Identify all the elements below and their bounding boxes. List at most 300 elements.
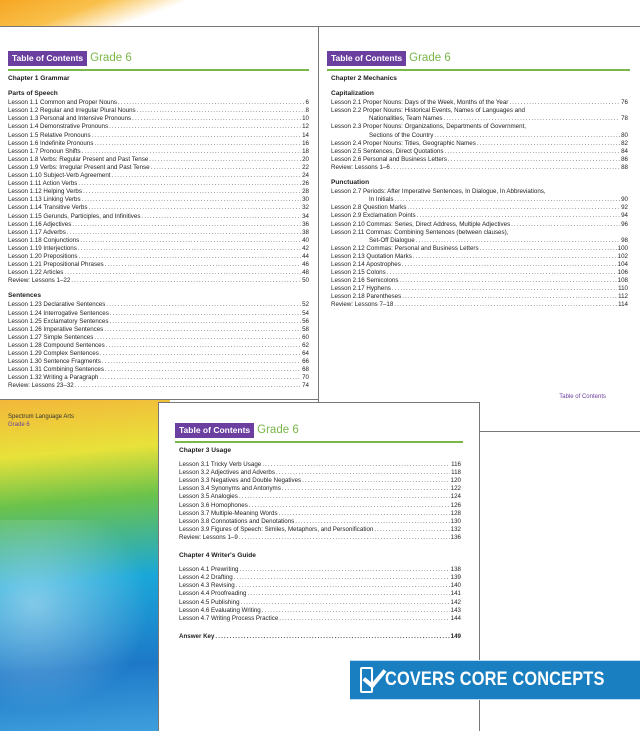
dot-leader <box>249 502 450 510</box>
toc-entry <box>8 358 309 366</box>
toc-entry <box>179 566 461 574</box>
toc-entry <box>179 485 461 493</box>
entry-title: Lesson 3.3 Negatives and Double Negatives <box>179 477 302 485</box>
dot-leader <box>236 582 450 590</box>
toc-entry <box>179 615 461 623</box>
section-title: Punctuation <box>331 179 370 187</box>
page-footer <box>8 413 74 439</box>
toc-entry <box>331 212 628 220</box>
toc-entry <box>8 115 309 123</box>
entry-title: Lesson 1.13 Linking Verbs <box>8 196 81 204</box>
entry-title: Lesson 1.26 Imperative Sentences <box>8 325 104 333</box>
page-number: 18 <box>302 147 309 155</box>
dot-leader <box>279 615 449 623</box>
covers-core-concepts-banner <box>350 660 640 700</box>
page-number: 32 <box>302 204 309 212</box>
entry-title: Lesson 1.29 Complex Sentences <box>8 350 99 357</box>
dot-leader <box>444 148 620 156</box>
entry-title: Lesson 1.31 Combining Sentences <box>8 366 104 374</box>
dot-leader <box>247 590 449 598</box>
toc-entry <box>8 123 309 131</box>
dot-leader <box>509 99 620 107</box>
section-title: Chapter 3 Usage <box>179 447 232 454</box>
section-title: Sentences <box>8 292 41 300</box>
entry-title: Lesson 1.23 Declarative Sentences <box>8 301 106 309</box>
toc-entry <box>8 342 309 350</box>
entry-title: Lesson 2.4 Proper Nouns: Titles, Geographic Names <box>331 139 476 147</box>
page-number: 48 <box>302 269 309 277</box>
toc-entry <box>8 237 309 245</box>
toc-entry <box>8 164 309 172</box>
toc-entry <box>8 318 309 326</box>
page-number: 50 <box>302 277 309 285</box>
page-number: 38 <box>302 228 309 236</box>
page-number: 108 <box>617 277 628 285</box>
page-header <box>175 423 463 443</box>
dot-leader <box>82 148 302 156</box>
dot-leader <box>99 374 301 382</box>
dot-leader <box>109 123 301 131</box>
page-number: 84 <box>621 147 628 155</box>
page-number: 44 <box>302 252 309 260</box>
dot-leader <box>443 115 620 123</box>
page-number: 46 <box>302 261 309 269</box>
toc-entry <box>8 107 309 115</box>
entry-title: Lesson 1.17 Adverbs <box>8 228 66 236</box>
entry-title: Lesson 1.28 Compound Sentences <box>8 341 105 349</box>
page-number: 24 <box>302 172 309 180</box>
entry-title: Lesson 1.22 Articles <box>8 269 64 277</box>
dot-leader <box>88 204 301 212</box>
dot-leader <box>118 99 305 107</box>
page-number: 110 <box>618 285 628 293</box>
dot-leader <box>374 526 449 534</box>
checkbox-icon <box>360 667 373 693</box>
page-number: 70 <box>302 374 309 382</box>
page-number: 60 <box>302 333 309 341</box>
page-number: 112 <box>618 293 628 301</box>
toc-entry <box>8 99 309 107</box>
page-number: 6 <box>305 99 309 107</box>
page-number: 36 <box>302 220 309 228</box>
entry-title: Review: Lessons 1–6 <box>331 163 390 171</box>
entry-title: Lesson 2.18 Parentheses <box>331 293 402 301</box>
dot-leader <box>141 213 301 221</box>
page-number: 130 <box>450 517 461 525</box>
entry-title: Lesson 1.25 Exclamatory Sentences <box>8 317 109 325</box>
dot-leader <box>102 358 301 366</box>
dot-leader <box>240 566 450 574</box>
entry-title: Lesson 2.14 Apostrophes <box>331 260 401 268</box>
toc-entry <box>8 301 309 309</box>
entry-title: Lesson 2.5 Sentences, Direct Quotations <box>331 147 444 155</box>
toc-entry <box>331 107 628 115</box>
toc-entry <box>331 140 628 148</box>
toc-entry <box>8 277 309 285</box>
toc-list <box>8 75 309 390</box>
page-number: 76 <box>621 99 628 107</box>
dot-leader <box>480 245 617 253</box>
banner-text: COVERS CORE CONCEPTS <box>384 669 605 690</box>
dot-leader <box>295 518 449 526</box>
dot-leader <box>402 261 617 269</box>
dot-leader <box>262 461 450 469</box>
toc-entry <box>179 469 461 477</box>
dot-leader <box>387 269 617 277</box>
entry-title: Lesson 2.2 Proper Nouns: Historical Events, Names of Languages and <box>331 107 525 115</box>
toc-entry <box>8 156 309 164</box>
page-number: 86 <box>621 155 628 163</box>
entry-title: Lesson 1.18 Conjunctions <box>8 236 80 244</box>
toc-entry <box>8 148 309 156</box>
page-number: 126 <box>450 501 461 509</box>
toc-entry <box>331 269 628 277</box>
page-number: 120 <box>450 477 461 485</box>
entry-title: Lesson 3.5 Analogies <box>179 493 238 501</box>
toc-list <box>331 75 628 310</box>
entry-title: Lesson 2.13 Quotation Marks <box>331 252 412 260</box>
toc-entry <box>8 253 309 261</box>
page-number: 16 <box>302 139 309 147</box>
dot-leader <box>92 132 302 140</box>
dot-leader <box>132 115 301 123</box>
toc-entry <box>331 221 628 229</box>
page-mechanics <box>318 26 640 432</box>
page-number: 122 <box>450 485 461 493</box>
page-number: 141 <box>450 590 461 598</box>
dot-leader <box>234 574 450 582</box>
entry-title: Lesson 3.8 Connotations and Denotations <box>179 517 295 525</box>
toc-entry <box>331 156 628 164</box>
page-number: 74 <box>302 382 309 390</box>
toc-entry <box>331 148 628 156</box>
toc-entry <box>331 229 628 237</box>
page-number: 28 <box>302 188 309 196</box>
entry-title: Lesson 1.11 Action Verbs <box>8 180 78 188</box>
entry-title: Lesson 4.3 Revising <box>179 582 235 590</box>
toc-entry <box>331 115 628 123</box>
toc-entry <box>8 366 309 374</box>
dot-leader <box>105 366 301 374</box>
toc-entry <box>331 123 628 131</box>
page-number: 138 <box>450 566 461 574</box>
page-number: 68 <box>302 366 309 374</box>
dot-leader <box>94 140 301 148</box>
dot-leader <box>75 382 301 390</box>
dot-leader <box>94 334 301 342</box>
page-number: 124 <box>450 493 461 501</box>
toc-entry <box>8 204 309 212</box>
toc-entry <box>331 196 628 204</box>
page-number: 114 <box>618 301 628 309</box>
page-number: 10 <box>302 115 309 123</box>
entry-title: Lesson 1.21 Prepositional Phrases <box>8 261 104 269</box>
page-number: 90 <box>621 196 628 204</box>
toc-entry <box>179 518 461 526</box>
page-number: 118 <box>451 469 461 477</box>
dot-leader <box>394 196 620 204</box>
entry-title: Review: Lessons 7–18 <box>331 301 394 309</box>
entry-title: Lesson 3.7 Multiple-Meaning Words <box>179 509 278 517</box>
dot-leader <box>477 140 620 148</box>
page-number: 140 <box>450 582 461 590</box>
toc-entry <box>331 132 628 140</box>
entry-title: Lesson 3.9 Figures of Speech: Similes, Metaphors, and Personification <box>179 525 374 533</box>
grade-label: Grade 6 <box>409 52 451 64</box>
toc-entry <box>8 140 309 148</box>
toc-entry <box>8 374 309 382</box>
toc-entry <box>8 196 309 204</box>
dot-leader <box>110 310 301 318</box>
entry-title: Lesson 1.9 Verbs: Irregular Present and Past Tense <box>8 163 150 171</box>
page-number: 96 <box>621 220 628 228</box>
dot-leader <box>64 269 301 277</box>
page-number: 104 <box>617 260 628 268</box>
page-number: 8 <box>305 107 309 115</box>
toc-entry <box>179 510 461 518</box>
entry-title: Lesson 1.2 Regular and Irregular Plural Nouns <box>8 107 136 115</box>
page-number: 102 <box>617 252 628 260</box>
dot-leader <box>67 229 301 237</box>
entry-title: Lesson 2.9 Exclamation Points <box>331 212 416 220</box>
dot-leader <box>137 107 305 115</box>
toc-entry <box>8 180 309 188</box>
toc-entry <box>331 261 628 269</box>
entry-title: Lesson 4.4 Proofreading <box>179 590 247 598</box>
entry-title: Lesson 1.12 Helping Verbs <box>8 188 82 196</box>
dot-leader <box>262 607 450 615</box>
grade-label: Grade 6 <box>257 424 299 436</box>
page-number: 20 <box>302 155 309 163</box>
toc-entry <box>8 261 309 269</box>
entry-title: Lesson 3.6 Homophones <box>179 501 248 509</box>
entry-title: Lesson 1.15 Gerunds, Participles, and Infinitives <box>8 212 141 220</box>
entry-title: Lesson 1.3 Personal and Intensive Pronouns <box>8 115 132 123</box>
page-number: 92 <box>621 204 628 212</box>
toc-entry <box>331 277 628 285</box>
answer-key-entry <box>179 633 461 641</box>
toc-entry <box>8 326 309 334</box>
page-header <box>327 51 630 71</box>
toc-entry <box>179 534 461 542</box>
dot-leader <box>399 277 616 285</box>
dot-leader <box>109 318 301 326</box>
page-number: 30 <box>302 196 309 204</box>
entry-title: Sections of the Country <box>369 131 434 139</box>
entry-title: Lesson 3.4 Synonyms and Antonyms <box>179 485 281 493</box>
page-number: 100 <box>617 244 628 252</box>
toc-entry <box>179 526 461 534</box>
entry-title: Lesson 2.11 Commas: Combining Sentences (between clauses), <box>331 228 509 236</box>
dot-leader <box>282 485 450 493</box>
entry-title: Lesson 2.12 Commas: Personal and Business Letters <box>331 244 479 252</box>
dot-leader <box>71 277 301 285</box>
dot-leader <box>149 156 301 164</box>
entry-title: Lesson 1.30 Sentence Fragments <box>8 358 101 366</box>
dot-leader <box>78 253 301 261</box>
dot-leader <box>279 510 450 518</box>
dot-leader <box>413 253 617 261</box>
page-number: 14 <box>302 131 309 139</box>
entry-title: Nationalities, Team Names <box>369 115 443 123</box>
page-number: 42 <box>302 244 309 252</box>
toc-entry <box>331 293 628 301</box>
page-number: 116 <box>451 461 461 469</box>
toc-entry <box>331 285 628 293</box>
grade-label: Grade 6 <box>90 52 132 64</box>
entry-title: Lesson 1.16 Adjectives <box>8 220 72 228</box>
page-number: 62 <box>302 341 309 349</box>
toc-entry <box>8 229 309 237</box>
page-number: 143 <box>450 606 461 614</box>
entry-title: Lesson 1.7 Pronoun Shifts <box>8 147 81 155</box>
page-number: 98 <box>621 236 628 244</box>
page-number: 34 <box>302 212 309 220</box>
entry-title: Lesson 4.2 Drafting <box>179 574 233 582</box>
toc-entry <box>331 99 628 107</box>
dot-leader <box>82 196 302 204</box>
toc-entry <box>331 245 628 253</box>
entry-title: Lesson 1.24 Interrogative Sentences <box>8 309 109 317</box>
entry-title: Lesson 4.7 Writing Process Practice <box>179 614 279 622</box>
toc-entry <box>179 477 461 485</box>
entry-title: Lesson 3.1 Tricky Verb Usage <box>179 461 262 469</box>
page-grammar <box>0 26 320 428</box>
page-number: 56 <box>302 317 309 325</box>
entry-title: Lesson 2.6 Personal and Business Letters <box>331 155 447 163</box>
dot-leader <box>106 301 301 309</box>
dot-leader <box>239 493 450 501</box>
page-number: 139 <box>450 574 461 582</box>
dot-leader <box>391 164 620 172</box>
entry-title: Lesson 1.14 Transitive Verbs <box>8 204 88 212</box>
entry-title: Lesson 2.8 Question Marks <box>331 204 407 212</box>
dot-leader <box>394 301 617 309</box>
toc-entry <box>331 188 628 196</box>
entry-title: Lesson 1.32 Writing a Paragraph <box>8 374 99 382</box>
toc-entry <box>179 502 461 510</box>
page-number: 136 <box>450 533 461 541</box>
entry-title: Lesson 1.19 Interjections <box>8 244 77 252</box>
entry-title: Lesson 1.1 Common and Proper Nouns <box>8 99 118 107</box>
toc-entry <box>179 582 461 590</box>
toc-entry <box>331 237 628 245</box>
page-number: 40 <box>302 236 309 244</box>
entry-title: Lesson 2.16 Semicolons <box>331 277 399 285</box>
toc-entry <box>331 301 628 309</box>
entry-title: Set-Off Dialogue <box>369 236 415 244</box>
entry-title: Lesson 1.4 Demonstrative Pronouns <box>8 123 109 131</box>
chapter-title: Chapter 1 Grammar <box>8 75 70 82</box>
dot-leader <box>511 221 620 229</box>
dot-leader <box>100 350 301 358</box>
page-number: 54 <box>302 309 309 317</box>
entry-title: Lesson 3.2 Adjectives and Adverbs <box>179 469 275 477</box>
toc-tag: Table of Contents <box>8 51 87 66</box>
page-number: 128 <box>450 509 461 517</box>
dot-leader <box>215 633 449 641</box>
entry-title: Lesson 1.8 Verbs: Regular Present and Past Tense <box>8 155 149 163</box>
entry-title: Review: Lessons 1–22 <box>8 277 71 285</box>
dot-leader <box>302 477 450 485</box>
page-number: 12 <box>302 123 309 131</box>
toc-entry <box>8 334 309 342</box>
page-number: 78 <box>621 115 628 123</box>
dot-leader <box>402 293 617 301</box>
toc-entry <box>8 269 309 277</box>
entry-title: Lesson 1.20 Prepositions <box>8 252 78 260</box>
entry-title: Lesson 2.1 Proper Nouns: Days of the Week, Months of the Year <box>331 99 509 107</box>
page-number: 26 <box>302 180 309 188</box>
toc-entry <box>8 310 309 318</box>
page-number: 94 <box>621 212 628 220</box>
toc-entry <box>179 493 461 501</box>
page-number: 80 <box>621 131 628 139</box>
background-highlight <box>0 520 170 731</box>
toc-tag: Table of Contents <box>175 423 254 438</box>
toc-entry <box>8 350 309 358</box>
page-number: 132 <box>450 525 461 533</box>
entry-title: Lesson 1.10 Subject-Verb Agreement <box>8 172 111 180</box>
toc-entry <box>331 164 628 172</box>
dot-leader <box>78 245 301 253</box>
dot-leader <box>416 237 620 245</box>
toc-entry <box>8 245 309 253</box>
dot-leader <box>83 188 301 196</box>
page-number: 22 <box>302 163 309 171</box>
dot-leader <box>112 172 302 180</box>
toc-entry <box>8 188 309 196</box>
dot-leader <box>105 261 301 269</box>
chapter-title: Chapter 2 Mechanics <box>331 75 397 82</box>
entry-title: Lesson 2.3 Proper Nouns: Organizations, Departments of Government, <box>331 123 527 131</box>
entry-title: Lesson 1.6 Indefinite Pronouns <box>8 139 94 147</box>
toc-entry <box>8 213 309 221</box>
section-title: Chapter 4 Writer's Guide <box>179 552 256 560</box>
toc-entry <box>179 607 461 615</box>
dot-leader <box>106 342 301 350</box>
toc-entry <box>179 599 461 607</box>
entry-title: Lesson 1.27 Simple Sentences <box>8 333 94 341</box>
entry-title: Lesson 4.6 Evaluating Writing <box>179 606 261 614</box>
entry-title: Lesson 2.17 Hyphens <box>331 285 391 293</box>
footer-toc-label: Table of Contents <box>559 394 606 400</box>
page-number: 144 <box>450 614 461 622</box>
page-number: 64 <box>302 350 309 357</box>
toc-entry <box>8 132 309 140</box>
page-number: 82 <box>621 139 628 147</box>
toc-entry <box>331 253 628 261</box>
footer-title: Spectrum Language Arts <box>8 414 75 420</box>
dot-leader <box>104 326 301 334</box>
entry-title: In Initials <box>369 196 394 204</box>
page-number: 106 <box>617 269 628 277</box>
entry-title: Answer Key <box>179 632 215 640</box>
dot-leader <box>407 204 620 212</box>
toc-entry <box>179 574 461 582</box>
entry-title: Review: Lessons 23–32 <box>8 382 74 390</box>
page-number: 149 <box>450 632 461 640</box>
dot-leader <box>151 164 302 172</box>
dot-leader <box>78 180 301 188</box>
dot-leader <box>72 221 301 229</box>
dot-leader <box>417 212 620 220</box>
dot-leader <box>239 534 450 542</box>
dot-leader <box>392 285 617 293</box>
toc-entry <box>179 461 461 469</box>
dot-leader <box>276 469 450 477</box>
footer-grade: Grade 6 <box>8 422 30 428</box>
